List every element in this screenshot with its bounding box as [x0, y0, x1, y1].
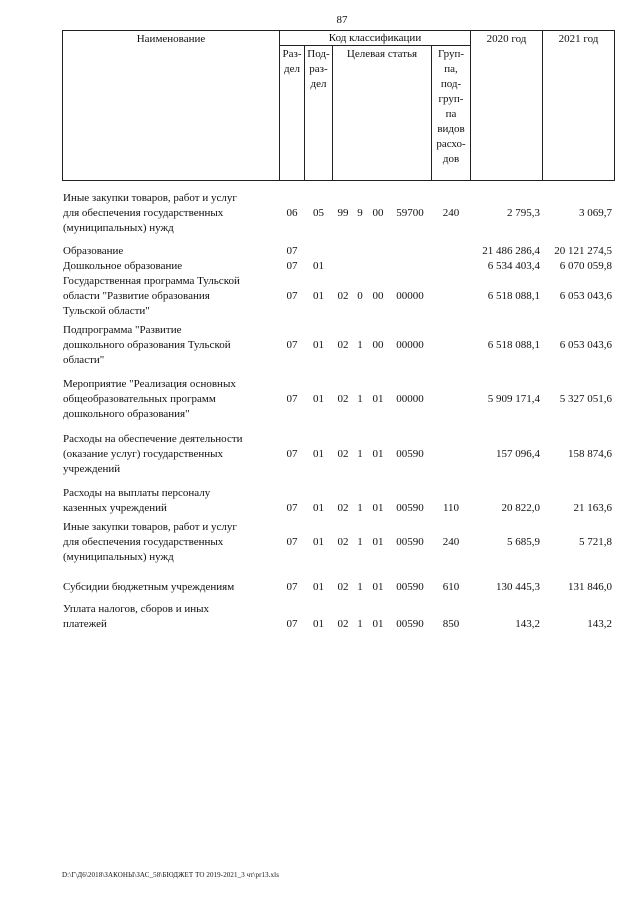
row-target-direction: 00590	[396, 502, 424, 514]
row-target-subprogram: 1	[357, 339, 363, 351]
row-podrazdel: 01	[313, 339, 324, 351]
row-value-2020: 130 445,3	[496, 581, 540, 593]
row-razdel: 07	[286, 502, 298, 514]
row-name-line: Уплата налогов, сборов и иных	[63, 603, 210, 615]
row-name	[63, 377, 283, 422]
row-target-event: 00	[372, 339, 384, 351]
row-target-event: 01	[372, 393, 384, 405]
row-value-2020: 21 486 286,4	[482, 245, 540, 257]
row-name-line: (муниципальных) нужд	[63, 222, 174, 234]
row-target-direction: 00590	[396, 581, 424, 593]
row-target-direction: 00590	[396, 618, 424, 630]
row-value-2020: 20 822,0	[501, 502, 540, 514]
row-name	[63, 191, 283, 236]
row-target-program: 02	[337, 536, 349, 548]
page-number: 87	[336, 14, 348, 26]
row-value-2021: 6 053 043,6	[559, 339, 612, 351]
row-value-2021: 158 874,6	[568, 448, 612, 460]
row-value-2020: 6 518 088,1	[487, 339, 540, 351]
row-podrazdel: 01	[313, 393, 324, 405]
row-value-2020: 6 518 088,1	[487, 290, 540, 302]
row-podrazdel: 01	[313, 502, 324, 514]
row-name-line: дошкольного образования"	[63, 408, 190, 420]
row-name-line: Образование	[63, 245, 124, 257]
row-podrazdel: 01	[313, 290, 324, 302]
row-name-line: для обеспечения государственных	[63, 207, 224, 219]
header-year-2020: 2020 год	[486, 33, 527, 45]
row-vid: 240	[442, 536, 460, 548]
row-value-2020: 5 685,9	[507, 536, 540, 548]
row-value-2021: 143,2	[587, 618, 612, 630]
row-target-subprogram: 1	[357, 536, 363, 548]
row-name-line: Государственная программа Тульской	[63, 275, 240, 287]
row-name-line: Подпрограмма "Развитие	[63, 324, 182, 336]
row-name-line: Расходы на выплаты персоналу	[63, 487, 211, 499]
row-vid: 610	[442, 581, 460, 593]
row-name	[63, 520, 283, 565]
row-razdel: 07	[286, 393, 298, 405]
row-razdel: 07	[286, 448, 298, 460]
row-value-2021: 131 846,0	[568, 581, 612, 593]
row-target-event: 01	[372, 502, 384, 514]
row-value-2020: 157 096,4	[496, 448, 540, 460]
row-podrazdel: 01	[313, 536, 324, 548]
row-name-line: Расходы на обеспечение деятельности	[63, 433, 243, 445]
row-target-direction: 00000	[396, 339, 424, 351]
row-target-direction: 59700	[396, 207, 424, 219]
row-target-program: 02	[337, 339, 349, 351]
header-vid: Груп- па, под- груп- па видов расхо- дов	[436, 48, 466, 165]
row-value-2020: 6 534 403,4	[487, 260, 540, 272]
header-razdel: Раз- дел	[282, 48, 302, 75]
row-name	[63, 244, 283, 259]
row-name-line: Иные закупки товаров, работ и услуг	[63, 521, 237, 533]
row-value-2020: 143,2	[515, 618, 540, 630]
row-target-program: 99	[337, 207, 349, 219]
row-name-line: области"	[63, 354, 105, 366]
row-razdel: 07	[286, 581, 298, 593]
row-target-subprogram: 1	[357, 393, 363, 405]
row-target-program: 02	[337, 581, 349, 593]
row-target-event: 01	[372, 536, 384, 548]
row-podrazdel: 05	[313, 207, 324, 219]
row-name-line: области "Развитие образования	[63, 290, 210, 302]
header-name: Наименование	[136, 33, 206, 45]
row-name-line: учреждений	[63, 463, 121, 475]
row-value-2021: 6 053 043,6	[559, 290, 612, 302]
header-target-article: Целевая статья	[346, 48, 418, 60]
row-name-line: (муниципальных) нужд	[63, 551, 174, 563]
row-name-line: (оказание услуг) государственных	[63, 448, 224, 460]
row-target-direction: 00590	[396, 448, 424, 460]
row-vid: 110	[442, 502, 460, 514]
row-vid: 240	[442, 207, 460, 219]
row-razdel: 07	[286, 536, 298, 548]
row-value-2021: 5 721,8	[579, 536, 612, 548]
row-razdel: 07	[286, 245, 298, 257]
row-target-subprogram: 1	[357, 502, 363, 514]
row-vid: 850	[442, 618, 460, 630]
row-podrazdel: 01	[313, 448, 324, 460]
row-name-line: Мероприятие "Реализация основных	[63, 378, 236, 390]
header-year-2021: 2021 год	[558, 33, 599, 45]
row-name-line: Дошкольное образование	[63, 260, 183, 272]
row-name	[63, 259, 283, 274]
row-target-event: 00	[372, 290, 384, 302]
row-target-direction: 00000	[396, 393, 424, 405]
row-target-direction: 00590	[396, 536, 424, 548]
row-value-2021: 3 069,7	[579, 207, 612, 219]
header-podrazdel: Под- раз- дел	[307, 48, 330, 90]
row-podrazdel: 01	[313, 618, 324, 630]
row-target-event: 00	[372, 207, 384, 219]
row-target-direction: 00000	[396, 290, 424, 302]
row-name	[63, 432, 283, 477]
row-target-subprogram: 1	[357, 448, 363, 460]
row-value-2021: 6 070 059,8	[559, 260, 612, 272]
row-value-2021: 5 327 051,6	[559, 393, 612, 405]
row-target-subprogram: 9	[357, 207, 363, 219]
row-target-event: 01	[372, 618, 384, 630]
row-name-line: платежей	[63, 618, 107, 630]
row-name-line: Иные закупки товаров, работ и услуг	[63, 192, 237, 204]
row-name-line: для обеспечения государственных	[63, 536, 224, 548]
row-target-event: 01	[372, 448, 384, 460]
row-target-program: 02	[337, 448, 349, 460]
row-name-line: Тульской области"	[63, 305, 150, 317]
row-name-line: дошкольного образования Тульской	[63, 339, 231, 351]
row-name-line: казенных учреждений	[63, 502, 167, 514]
row-value-2021: 21 163,6	[573, 502, 612, 514]
row-target-subprogram: 0	[357, 290, 363, 302]
row-podrazdel: 01	[313, 260, 324, 272]
row-value-2021: 20 121 274,5	[554, 245, 612, 257]
row-target-program: 02	[337, 618, 349, 630]
header-code-group: Код классификации	[328, 32, 422, 44]
footer-file-path: D:\Г\Д6\2018\ЗАКОНЫ\ЗАС_58\БЮДЖЕТ ТО 2019-2021_3 чт\pr13.xls	[62, 871, 280, 879]
row-razdel: 07	[286, 290, 298, 302]
row-target-subprogram: 1	[357, 618, 363, 630]
row-name-line: Субсидии бюджетным учреждениям	[63, 581, 235, 593]
row-razdel: 07	[286, 339, 298, 351]
row-target-program: 02	[337, 393, 349, 405]
row-target-event: 01	[372, 581, 384, 593]
row-target-program: 02	[337, 290, 349, 302]
row-value-2020: 5 909 171,4	[487, 393, 540, 405]
row-razdel: 07	[286, 618, 298, 630]
row-value-2020: 2 795,3	[507, 207, 540, 219]
row-name-line: общеобразовательных программ	[63, 393, 216, 405]
row-name	[63, 323, 283, 368]
row-podrazdel: 01	[313, 581, 324, 593]
row-name	[63, 274, 283, 319]
row-name	[63, 580, 283, 595]
row-name	[63, 486, 283, 516]
row-razdel: 06	[286, 207, 298, 219]
row-target-program: 02	[337, 502, 349, 514]
row-razdel: 07	[286, 260, 298, 272]
row-target-subprogram: 1	[357, 581, 363, 593]
row-name	[63, 602, 283, 632]
